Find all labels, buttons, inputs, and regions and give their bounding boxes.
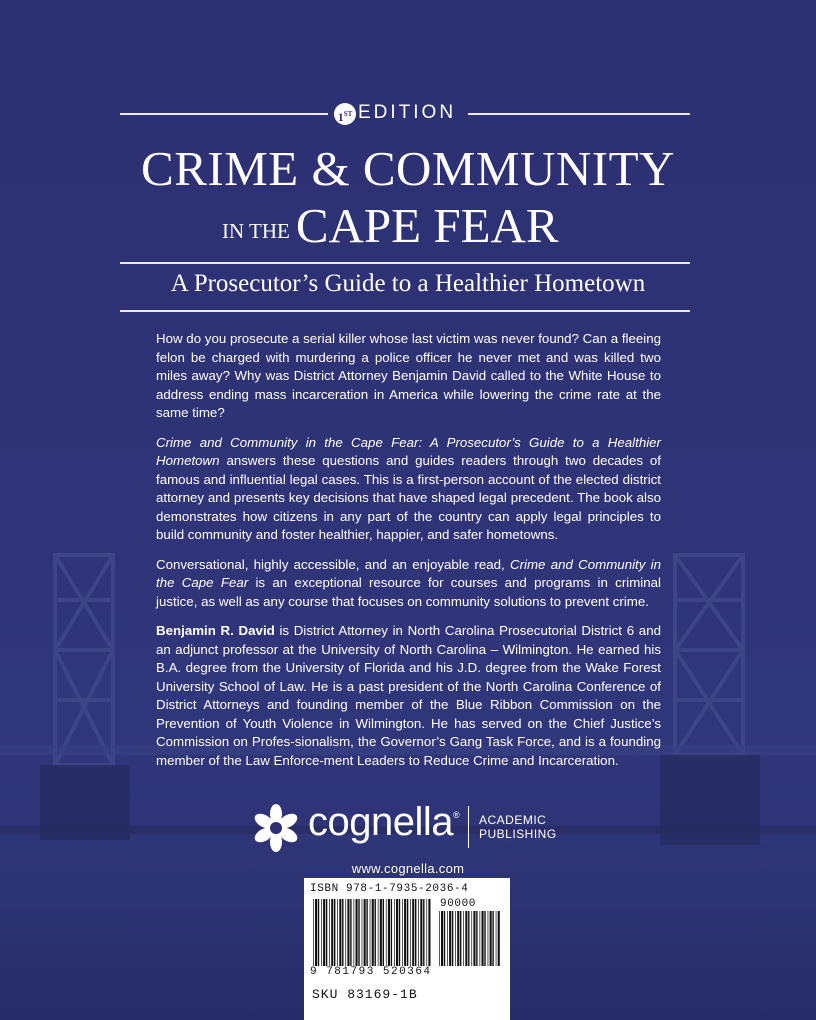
price-code: 90000 — [440, 898, 477, 910]
isbn-text: ISBN 978-1-7935-2036-4 — [310, 883, 469, 895]
book-title-italic: Crime and Community in the Cape Fear: A Prosecutor’s Guide to a Healthier Hometown — [156, 434, 661, 468]
book-title-italic: Crime and Community in the Cape Fear — [156, 556, 662, 590]
divider — [468, 113, 690, 115]
publisher-logo — [250, 800, 570, 856]
edition-number-badge: 1ST — [334, 103, 356, 125]
book-title-line2 — [222, 197, 622, 254]
divider — [120, 310, 690, 312]
registered-mark: ® — [453, 810, 460, 820]
publisher-name: cognella — [308, 800, 454, 844]
author-bio: Benjamin R. David is District Attorney in North Carolina Prosecutorial District 6 and an adjunct professor at the University of North Carolina – Wilmington. He earned his B.A. degree from the University of Florida and his J.D. degree from the Wake Forest University School of Law. He is a past president of the North Carolina Conference of District Attorneys and founding member of the Blue Ribbon Commission on the Prevention of Youth Violence in Wilmington. He has served on the Chief Justice’s Commission on Profes-sionalism, the Governor’s Gang Task Force, and is a founding member of the Law Enforce-ment Leaders to Reduce Crime and Incarceration. — [156, 623, 661, 768]
divider — [120, 113, 328, 115]
edition-banner — [120, 100, 690, 130]
flower-logo-icon — [250, 802, 302, 854]
ean-barcode-bars — [312, 899, 432, 966]
publisher-tagline: ACADEMIC PUBLISHING — [479, 813, 557, 841]
blurb-paragraph: How do you prosecute a serial killer whose last victim was never found? Can a fleeing felon be charged with murdering a police officer he never met and was killed two miles away? Why was District Attorney Benjamin David called to the White House to address ending mass incarceration in America while lowering the crime rate at the same time? — [156, 331, 661, 420]
title-cape-fear: CAPE FEAR — [295, 198, 559, 253]
blurb-paragraph: Conversational, highly accessible, and an enjoyable read, Crime and Community in the Cape Fear is an exceptional resource for courses and programs in criminal justice, as well as any course that focuses on community solutions to prevent crime. — [156, 556, 662, 609]
sku-text: SKU 83169-1B — [312, 987, 418, 1002]
author-name: Benjamin R. David — [156, 623, 275, 638]
edition-label: EDITION — [358, 102, 457, 123]
blurb-paragraph: Crime and Community in the Cape Fear: A Prosecutor’s Guide to a Healthier Hometown answers these questions and guides readers through two decades of famous and influential legal cases. This is a first-person account of the elected district attorney and presents key decisions that have shaped legal precedent. The book also demonstrates how citizens in any part of the country can apply legal principles to build community and foster healthier, happier, and safer hometowns. — [156, 434, 661, 542]
publisher-website: www.cognella.com — [351, 861, 465, 876]
title-in-the: IN THE — [222, 219, 290, 243]
back-cover-blurb — [156, 330, 661, 781]
book-title-line1: CRIME & COMMUNITY — [141, 141, 675, 196]
isbn-barcode — [304, 878, 510, 1020]
ean-digits: 9 781793 520364 — [310, 966, 432, 978]
addon-barcode-bars — [438, 911, 502, 966]
divider — [468, 806, 469, 848]
book-subtitle: A Prosecutor’s Guide to a Healthier Hometown — [170, 270, 646, 297]
divider — [120, 262, 690, 264]
